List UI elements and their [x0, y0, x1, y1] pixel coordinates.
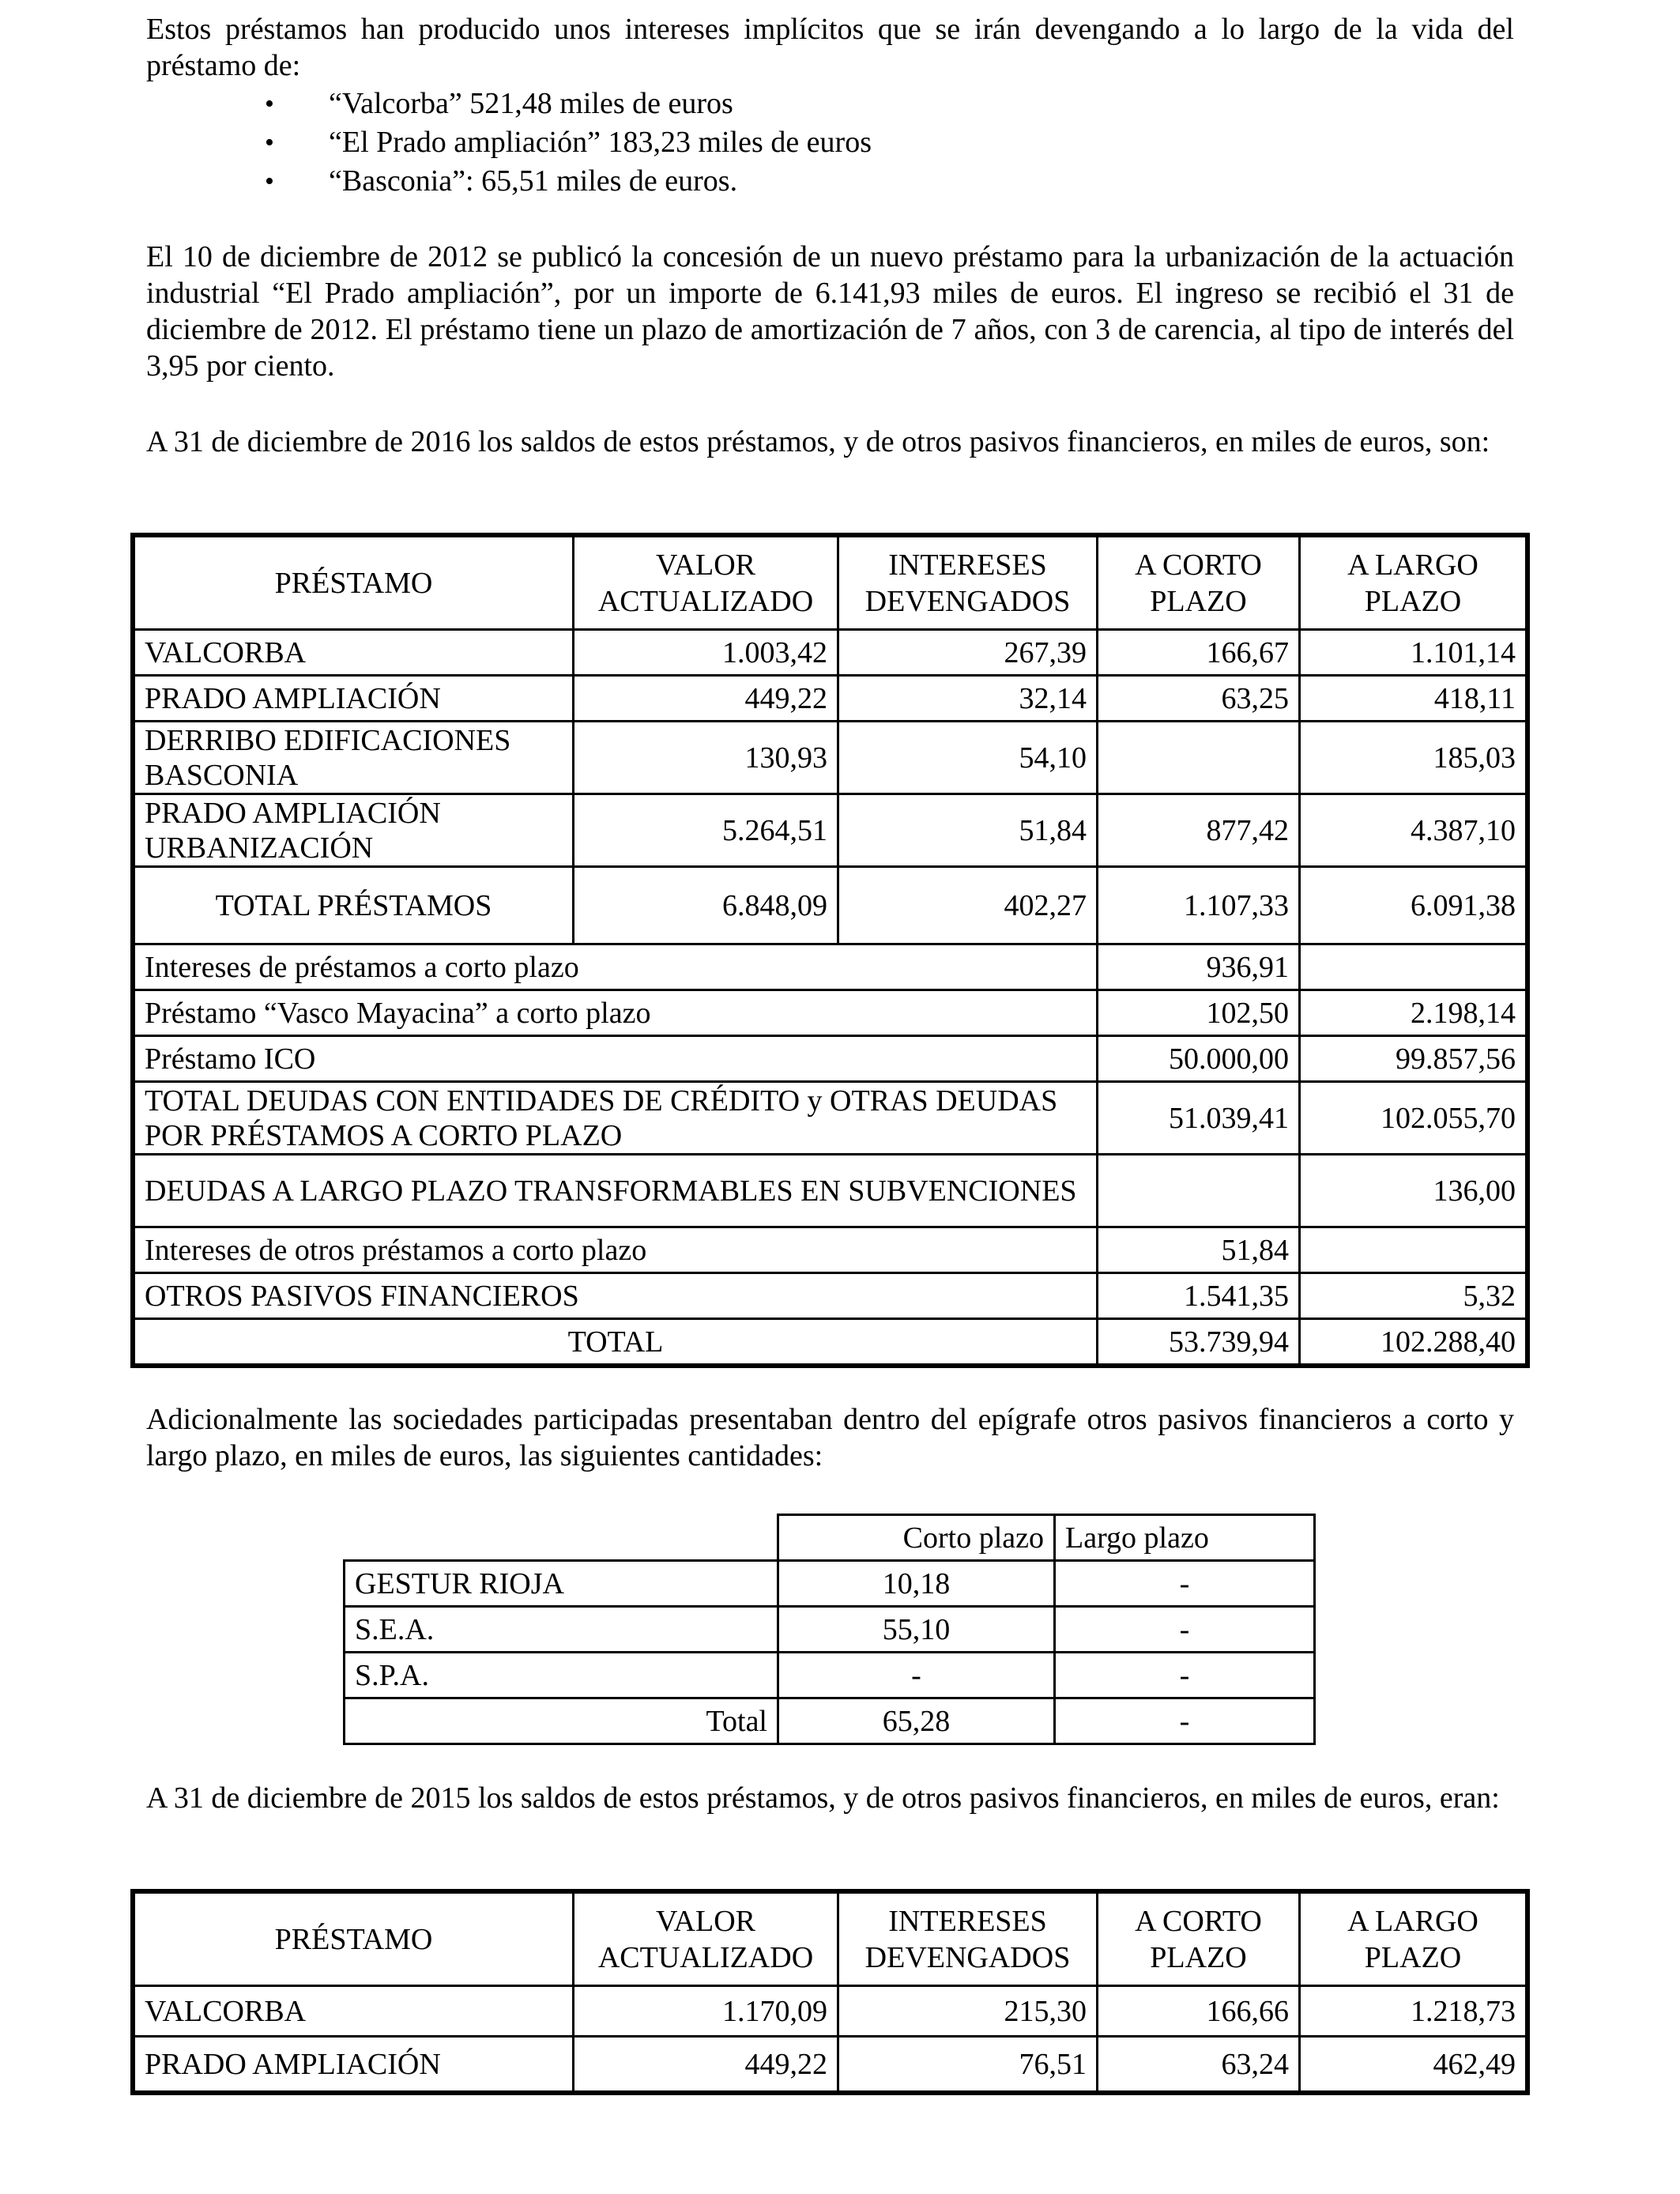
intro-paragraph: Estos préstamos han producido unos intereses implícitos que se irán devengando a lo largo de la vida del préstamo de: — [146, 13, 1514, 82]
loans-table-2015 — [133, 1891, 1527, 2093]
header-prestamo: PRÉSTAMO — [134, 1893, 574, 1986]
table-row: Préstamo “Vasco Mayacina” a corto plazo 102,50 2.198,14 — [134, 990, 1527, 1036]
table-row: Préstamo ICO 50.000,00 99.857,56 — [134, 1036, 1527, 1082]
table-header-row — [134, 1893, 1527, 1986]
table-row: S.E.A. 55,10 - — [345, 1607, 1315, 1653]
list-item: • “Valcorba” 521,48 miles de euros — [273, 85, 1379, 124]
header-largo: A LARGO PLAZO — [1300, 1893, 1527, 1986]
table-row: VALCORBA 1.170,09 215,30 166,66 1.218,73 — [134, 1986, 1527, 2037]
table-row: PRADO AMPLIACIÓN 449,22 32,14 63,25 418,11 — [134, 676, 1527, 722]
table-row: GESTUR RIOJA 10,18 - — [345, 1561, 1315, 1607]
table-row: DEUDAS A LARGO PLAZO TRANSFORMABLES EN SUBVENCIONES 136,00 — [134, 1155, 1527, 1227]
table-row: PRADO AMPLIACIÓN URBANIZACIÓN 5.264,51 51,84 877,42 4.387,10 — [134, 794, 1527, 867]
header-prestamo: PRÉSTAMO — [134, 537, 574, 630]
table-row: Intereses de préstamos a corto plazo 936,91 — [134, 944, 1527, 990]
balances-2016-paragraph: A 31 de diciembre de 2016 los saldos de estos préstamos, y de otros pasivos financieros, en miles de euros, son: — [146, 425, 1490, 458]
bullet-icon: • — [265, 167, 274, 196]
bullet-icon: • — [265, 89, 274, 119]
header-intereses: INTERESES DEVENGADOS — [838, 1893, 1098, 1986]
total-row: Total 65,28 - — [345, 1698, 1315, 1744]
loans-table-2016 — [133, 535, 1527, 1366]
table-row: Intereses de otros préstamos a corto plazo 51,84 — [134, 1227, 1527, 1273]
loan-concession-paragraph: El 10 de diciembre de 2012 se publicó la concesión de un nuevo préstamo para la urbanización de la actuación industrial “El Prado ampliación”, por un importe de 6.141,93 miles de euros. El ingreso se recibió el 31 de diciembre de 2012. El préstamo tiene un plazo de amortización de 7 años, con 3 de carencia, al tipo de interés del 3,95 por ciento. — [146, 240, 1514, 383]
participadas-paragraph: Adicionalmente las sociedades participadas presentaban dentro del epígrafe otros pasivos financieros a corto y largo plazo, en miles de euros, las siguientes cantidades: — [146, 1403, 1514, 1472]
interest-bullet-list — [265, 85, 1379, 202]
table-row: VALCORBA 1.003,42 267,39 166,67 1.101,14 — [134, 630, 1527, 676]
table-row: PRADO AMPLIACIÓN 449,22 76,51 63,24 462,49 — [134, 2037, 1527, 2092]
total-loans-row: TOTAL PRÉSTAMOS 6.848,09 402,27 1.107,33 6.091,38 — [134, 867, 1527, 944]
header-intereses: INTERESES DEVENGADOS — [838, 537, 1098, 630]
header-corto: A CORTO PLAZO — [1098, 1893, 1300, 1986]
list-item: • “Basconia”: 65,51 miles de euros. — [273, 163, 1379, 202]
table-header-row — [134, 537, 1527, 630]
table-row: OTROS PASIVOS FINANCIEROS 1.541,35 5,32 — [134, 1273, 1527, 1319]
header-valor: VALOR ACTUALIZADO — [574, 1893, 838, 1986]
header-largo: A LARGO PLAZO — [1300, 537, 1527, 630]
table-header-row — [345, 1515, 1315, 1561]
table-row: TOTAL DEUDAS CON ENTIDADES DE CRÉDITO y OTRAS DEUDAS POR PRÉSTAMOS A CORTO PLAZO 51.039,41 102.055,70 — [134, 1082, 1527, 1155]
header-valor: VALOR ACTUALIZADO — [574, 537, 838, 630]
balances-2015-paragraph: A 31 de diciembre de 2015 los saldos de estos préstamos, y de otros pasivos financieros, en miles de euros, eran: — [146, 1781, 1500, 1815]
table-row: DERRIBO EDIFICACIONES BASCONIA 130,93 54,10 185,03 — [134, 722, 1527, 794]
participadas-table — [343, 1514, 1316, 1745]
grand-total-row: TOTAL 53.739,94 102.288,40 — [134, 1319, 1527, 1365]
table-row: S.P.A. - - — [345, 1653, 1315, 1698]
header-corto: A CORTO PLAZO — [1098, 537, 1300, 630]
bullet-icon: • — [265, 128, 274, 157]
list-item: • “El Prado ampliación” 183,23 miles de euros — [273, 124, 1379, 163]
header-largo-plazo: Largo plazo — [1055, 1515, 1315, 1561]
header-corto-plazo: Corto plazo — [778, 1515, 1055, 1561]
